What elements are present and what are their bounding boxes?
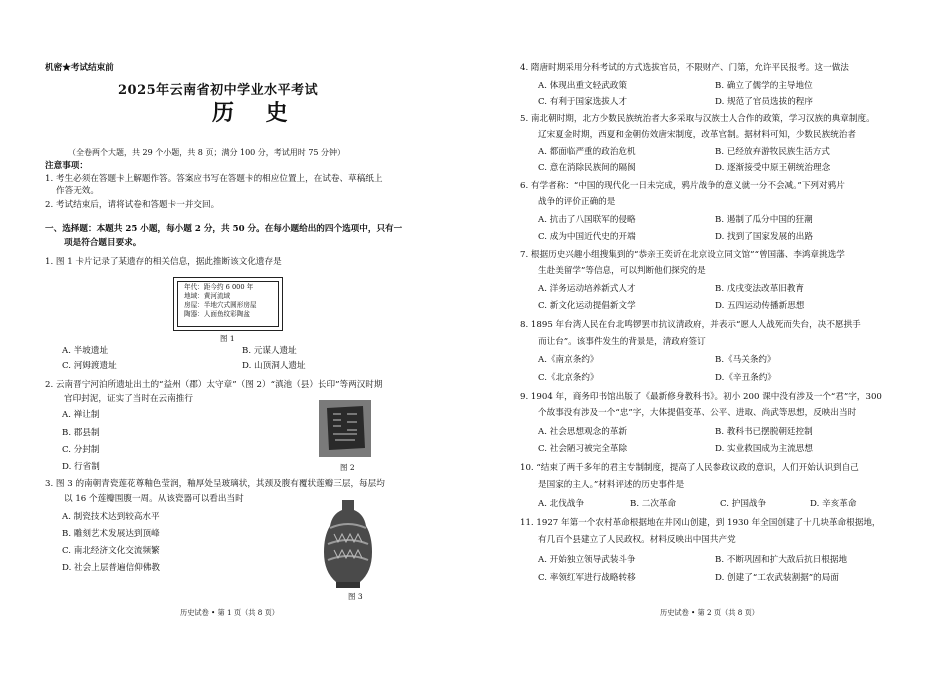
q8-option-c: C.《北京条约》 [538, 373, 599, 383]
notes-heading: 注意事项： [45, 161, 88, 171]
q6-option-a: A. 抗击了八国联军的侵略 [538, 215, 636, 225]
q6-option-b: B. 遏制了瓜分中国的狂潮 [715, 215, 813, 225]
question-4-stem: 4. 隋唐时期采用分科考试的方式选拔官员，不限财产、门第，允许平民报考。这一做法 [520, 63, 849, 73]
q1-option-a: A. 半坡遗址 [62, 346, 109, 356]
question-9-stem-cont: 个故事没有涉及一个“忠”字，大体提倡变革、公平、进取、尚武等思想，反映出当时 [538, 408, 857, 418]
q5-option-a: A. 都面临严重的政治危机 [538, 147, 636, 157]
seal-clay-image [319, 400, 371, 457]
question-7-stem: 7. 根据历史兴趣小组搜集到的“恭亲王奕䜣在北京设立同文馆”“曾国藩、李鸿章挑选学 [520, 250, 845, 260]
question-3-stem-cont: 以 16 个莲瓣围腹一周。从该瓷器可以看出当时 [64, 494, 244, 504]
q4-option-d: D. 规范了官员选拔的程序 [715, 97, 813, 107]
q6-option-d: D. 找到了国家发展的出路 [715, 232, 813, 242]
question-10-stem: 10. “结束了两千多年的君主专制制度，提高了人民参政议政的意识，人们开始认识到自己 [520, 463, 859, 473]
q4-option-c: C. 有利于国家选拔人才 [538, 97, 628, 107]
q10-option-a: A. 北伐战争 [538, 499, 585, 509]
question-11-stem: 11. 1927 年第一个农村革命根据地在井冈山创建，到 1930 年全国创建了十几块革命根据地， [520, 518, 881, 528]
q1-option-c: C. 河姆渡遗址 [62, 361, 117, 371]
q2-option-d: D. 行省制 [62, 462, 100, 472]
question-9-stem: 9. 1904 年，商务印书馆出版了《最新修身教科书》。初小 200 课中没有涉及一个“君”字，300 [520, 392, 882, 402]
q9-option-c: C. 社会陋习被完全革除 [538, 444, 628, 454]
q3-option-d: D. 社会上层普遍信仰佛教 [62, 563, 160, 573]
card-line-pottery: 陶器：人面鱼纹彩陶盆 [184, 310, 250, 318]
q7-option-c: C. 新文化运动提倡新文学 [538, 301, 636, 311]
note-2: 2. 考试结束后，请将试卷和答题卡一并交回。 [45, 200, 220, 210]
q2-option-c: C. 分封制 [62, 445, 100, 455]
q7-option-a: A. 洋务运动培养新式人才 [538, 284, 636, 294]
q1-option-b: B. 元谋人遗址 [242, 346, 297, 356]
question-10-stem-cont: 是国家的主人。”材料评述的历史事件是 [538, 480, 685, 490]
section-1-heading: 一、选择题：本题共 25 小题，每小题 2 分，共 50 分。在每小题给出的四个选项中，只有一 [45, 224, 403, 234]
subject-title: 历 史 [212, 100, 300, 126]
exam-info: （全卷两个大题，共 29 个小题，共 8 页；满分 100 分，考试用时 75 分钟） [68, 148, 346, 157]
celadon-vase-image [320, 498, 376, 590]
q9-option-a: A. 社会思想观念的革新 [538, 427, 628, 437]
q11-option-b: B. 不断巩固和扩大敌后抗日根据地 [715, 555, 848, 565]
q5-option-d: D. 逐渐接受中原王朝统治理念 [715, 163, 831, 173]
q10-option-b: B. 二次革命 [630, 499, 677, 509]
q5-option-c: C. 意在消除民族间的隔阂 [538, 163, 636, 173]
q10-option-c: C. 护国战争 [720, 499, 767, 509]
q6-option-c: C. 成为中国近代史的开端 [538, 232, 636, 242]
q4-option-a: A. 体现出重文轻武政策 [538, 81, 628, 91]
q10-option-d: D. 辛亥革命 [810, 499, 857, 509]
q7-option-d: D. 五四运动传播新思想 [715, 301, 805, 311]
card-line-era: 年代：距今约 6 000 年 [184, 283, 254, 291]
question-7-stem-cont: 生赴美留学”等信息，可以判断他们探究的是 [538, 266, 706, 276]
q2-option-b: B. 郡县制 [62, 428, 100, 438]
card-line-house: 房屋：半地穴式圆形房屋 [184, 301, 257, 309]
figure-1-card [173, 277, 283, 331]
q11-option-c: C. 率领红军进行战略转移 [538, 573, 636, 583]
q9-option-d: D. 实业救国成为主流思想 [715, 444, 813, 454]
q2-option-a: A. 禅让制 [62, 410, 100, 420]
note-1: 1. 考生必须在答题卡上解题作答。答案应书写在答题卡的相应位置上，在试卷、草稿纸上 [45, 174, 383, 184]
question-2-stem: 2. 云南晋宁河泊所遗址出土的“益州（郡）太守章”（图 2）“滇池（县）长印”等两汉时期 [45, 380, 383, 390]
q3-option-a: A. 制瓷技术达到较高水平 [62, 512, 160, 522]
q11-option-a: A. 开始独立领导武装斗争 [538, 555, 636, 565]
page-2-footer: 历史试卷 • 第 2 页（共 8 页） [660, 608, 759, 617]
question-2-stem-cont: 官印封泥，证实了当时在云南推行 [64, 394, 193, 404]
q1-option-d: D. 山顶洞人遗址 [242, 361, 306, 371]
figure-3-caption: 图 3 [348, 592, 363, 601]
question-11-stem-cont: 有几百个县建立了人民政权。材料反映出中国共产党 [538, 535, 736, 545]
question-6-stem: 6. 有学者称：“中国的现代化一日未完成，鸦片战争的意义就一分不会减。”下列对鸦片 [520, 181, 845, 191]
section-1-heading-cont: 项是符合题目要求。 [64, 238, 142, 248]
q5-option-b: B. 已经放弃游牧民族生活方式 [715, 147, 830, 157]
question-1-stem: 1. 图 1 卡片记录了某遗存的相关信息，据此推断该文化遗存是 [45, 257, 282, 267]
q9-option-b: B. 教科书已摆脱朝廷控制 [715, 427, 813, 437]
question-8-stem: 8. 1895 年台湾人民在台北鸣锣罢市抗议清政府，并表示“愿人人战死而失台，决不愿拱手 [520, 320, 861, 330]
q11-option-d: D. 创建了“工农武装割据”的局面 [715, 573, 839, 583]
q8-option-d: D.《辛丑条约》 [715, 373, 776, 383]
page-1 [30, 0, 403, 673]
q3-option-b: B. 雕刻艺术发展达到顶峰 [62, 529, 160, 539]
question-3-stem: 3. 图 3 的南朝青瓷莲花尊釉色莹润，釉厚处呈玻璃状，其颈及腹有覆状莲瓣三层，每层均 [45, 479, 385, 489]
page-2 [520, 0, 915, 673]
question-5-stem: 5. 南北朝时期，北方少数民族统治者大多采取与汉族士人合作的政策，学习汉族的典章制度。 [520, 114, 875, 124]
q3-option-c: C. 南北经济文化交流频繁 [62, 546, 160, 556]
note-1-cont: 作答无效。 [56, 186, 99, 196]
q7-option-b: B. 戊戌变法改革旧教育 [715, 284, 805, 294]
q4-option-b: B. 确立了儒学的主导地位 [715, 81, 813, 91]
confidential-mark: 机密★考试结束前 [45, 63, 114, 73]
page-1-footer: 历史试卷 • 第 1 页（共 8 页） [180, 608, 279, 617]
question-8-stem-cont: 而让台”。该事件发生的背景是，清政府签订 [538, 337, 706, 347]
card-line-region: 地域：黄河流域 [184, 292, 231, 300]
question-5-stem-cont: 辽宋夏金时期，西夏和金朝仿效唐宋制度，改革官制。据材料可知，少数民族统治者 [538, 130, 856, 140]
question-6-stem-cont: 战争的评价正确的是 [538, 197, 616, 207]
q8-option-b: B.《马关条约》 [715, 355, 776, 365]
figure-2-caption: 图 2 [340, 463, 355, 472]
exam-title: 2025年云南省初中学业水平考试 [118, 83, 319, 98]
figure-1-caption: 图 1 [220, 334, 235, 343]
q8-option-a: A.《南京条约》 [538, 355, 599, 365]
